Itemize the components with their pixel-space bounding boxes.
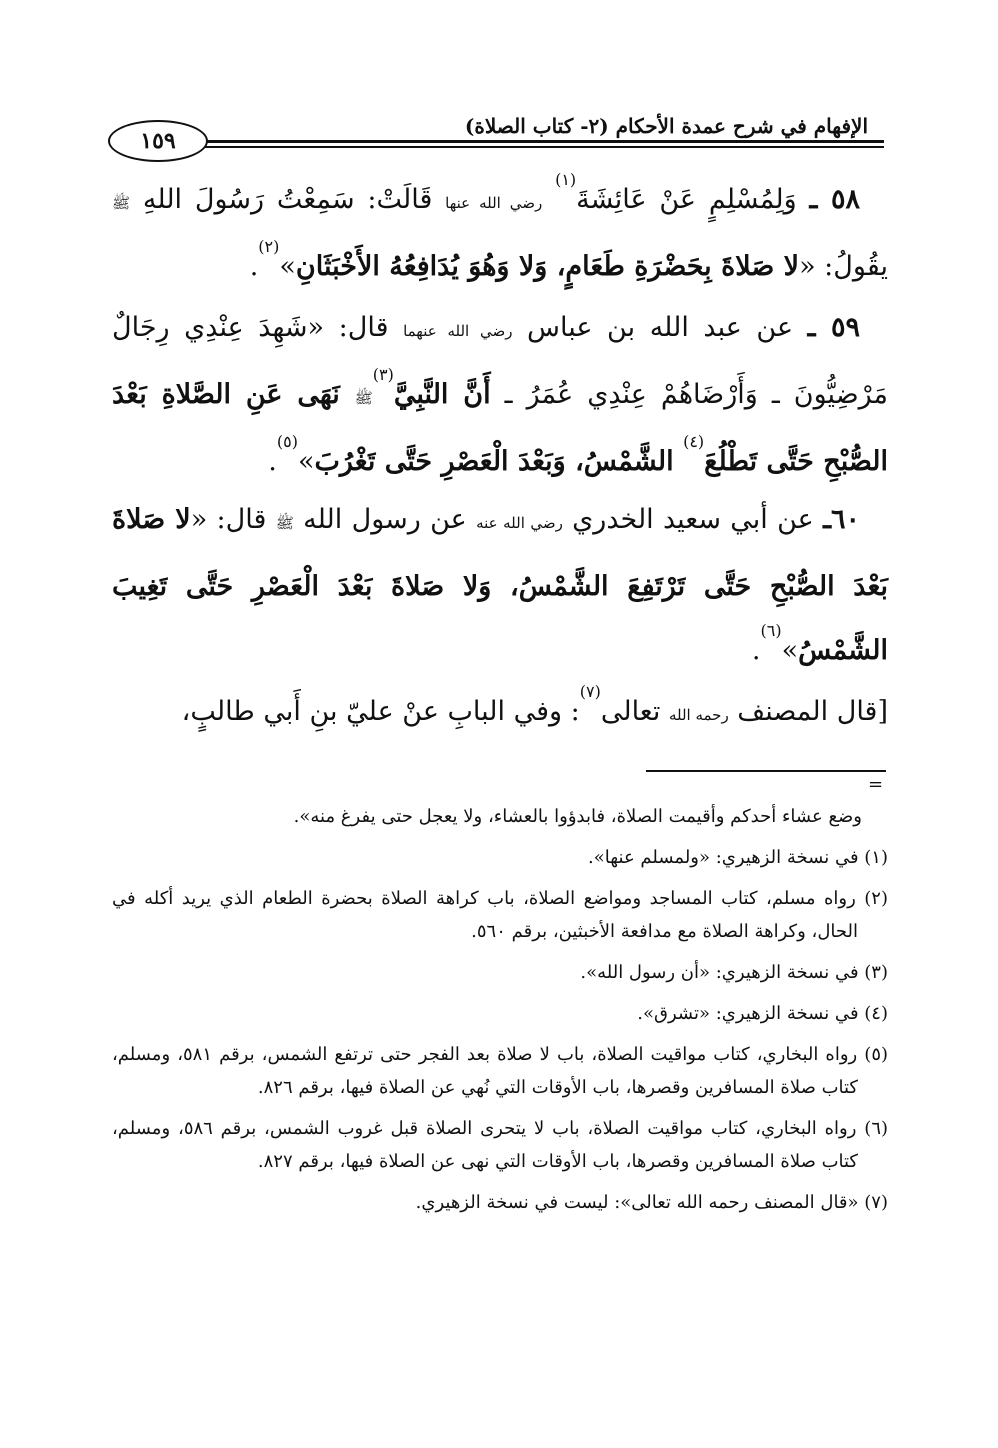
hadith-number: ٥٨ ـ <box>809 184 860 215</box>
text-segment: . <box>249 251 259 282</box>
hadith-58 <box>112 168 888 299</box>
honorific-glyph: ﷺ <box>354 389 373 407</box>
footnote-ref[interactable]: (٧) <box>579 682 601 701</box>
text-segment: قال: « <box>190 504 276 535</box>
text-segment: وَلِمُسْلِمٍ عَنْ عَائِشَةَ <box>576 184 810 215</box>
footnote-ref[interactable]: (٦) <box>760 621 782 640</box>
text-segment: عن رسول الله <box>293 504 477 535</box>
footnotes <box>112 800 888 1227</box>
honorific-glyph: ﷺ <box>275 514 294 532</box>
text-segment: عن أبي سعيد الخدري <box>562 504 824 535</box>
footnote-7: (٧) «قال المصنف رحمه الله تعالى»: ليست في نسخة الزهيري. <box>415 1192 888 1213</box>
footnote-continued: وضع عشاء أحدكم وأقيمت الصلاة، فابدؤوا بالعشاء، ولا يعجل حتى يفرغ منه». <box>293 806 862 827</box>
text-segment: . <box>751 635 761 666</box>
honorific-glyph: رضي الله عنه <box>476 514 563 532</box>
text-segment: عن عبد الله بن عباس <box>512 312 808 343</box>
page-number: ١٥٩ <box>140 128 176 154</box>
footnote-ref[interactable]: (١) <box>555 170 577 189</box>
footnote-1: (١) في نسخة الزهيري: «ولمسلم عنها». <box>588 847 888 868</box>
header-rule-thin <box>194 146 884 148</box>
footnote-3: (٣) في نسخة الزهيري: «أن رسول الله». <box>580 962 888 983</box>
footnote-separator <box>646 770 886 772</box>
text-segment: قَالَتْ: سَمِعْتُ رَسُولَ اللهِ <box>130 184 446 215</box>
footnote-5: (٥) رواه البخاري، كتاب مواقيت الصلاة، باب لا صلاة بعد الفجر حتى ترتفع الشمس، برقم ٥٨١، ومسلم، كتاب صلاة المسافرين وقصرها، باب الأوقات التي نُهي عن الصلاة فيها، برقم ٨٢٦. <box>112 1044 889 1098</box>
continuation-mark: = <box>868 774 884 795</box>
running-title: الإفهام في شرح عمدة الأحكام (٢- كتاب الصلاة) <box>464 114 868 138</box>
hadith-matn: الشَّمْسُ، وَبَعْدَ الْعَصْرِ حَتَّى تَغْرُبَ <box>314 446 684 477</box>
hadith-matn: أَنَّ النَّبِيَّ <box>393 379 491 410</box>
footnote-ref[interactable]: (٥) <box>276 432 298 451</box>
hadith-matn: لا صَلاةَ بَعْدَ الصُّبْحِ حَتَّى تَرْتَفِعَ الشَّمْسُ، وَلا صَلاةَ بَعْدَ الْعَصْرِ حَتَّى تَغِيبَ الشَّمْسُ <box>112 504 888 666</box>
hadith-60 <box>112 488 888 683</box>
footnote-ref[interactable]: (٤) <box>683 432 705 451</box>
footnote-4: (٤) في نسخة الزهيري: «تشرق». <box>637 1003 888 1024</box>
text-segment: » <box>297 446 315 477</box>
honorific-glyph: ﷺ <box>112 194 131 212</box>
hadith-number: ٦٠ـ <box>823 504 860 535</box>
text-segment: . <box>268 446 277 477</box>
hadith-number: ٥٩ ـ <box>807 312 860 343</box>
author-note <box>112 680 888 747</box>
page-number-oval <box>108 120 208 162</box>
text-segment: [قال المصنف <box>728 696 888 727</box>
footnote-2: (٢) رواه مسلم، كتاب المساجد ومواضع الصلاة، باب كراهة الصلاة بحضرة الطعام الذي يريد أكله في الحال، وكراهة الصلاة مع مدافعة الأخبثين، برقم ٥٦٠. <box>112 888 888 942</box>
footnote-ref[interactable]: (٣) <box>372 365 394 384</box>
honorific-glyph: رحمه الله <box>668 706 729 724</box>
hadith-matn: نَهَى عَنِ الصَّلاةِ بَعْدَ الصُّبْحِ حَتَّى تَطْلُعَ <box>112 379 888 477</box>
text-segment: » <box>781 635 799 666</box>
hadith-matn: لا صَلاةَ بِحَضْرَةِ طَعَامٍ، وَلا وَهُوَ يُدَافِعُهُ الأَخْبَثَانِ <box>295 251 800 282</box>
text-segment: تعالى <box>600 696 669 727</box>
text-segment: » <box>279 251 296 282</box>
honorific-glyph: رضي الله عنهما <box>403 322 513 340</box>
honorific-glyph: رضي الله عنها <box>445 194 543 212</box>
text-segment: قال: «شَهِدَ عِنْدِي رِجَالٌ مَرْضِيُّونَ ـ وَأَرْضَاهُمْ عِنْدِي عُمَرُ ـ <box>112 312 888 410</box>
text-segment: : وفي البابِ عنْ عليّ بنِ أَبي طالبٍ، <box>181 696 580 727</box>
footnote-6: (٦) رواه البخاري، كتاب مواقيت الصلاة، باب لا يتحرى الصلاة قبل غروب الشمس، برقم ٥٨٦، ومسلم، كتاب صلاة المسافرين وقصرها، باب الأوقات التي نهى عن الصلاة فيها، برقم ٨٢٧. <box>112 1118 889 1172</box>
footnote-ref[interactable]: (٢) <box>258 237 280 256</box>
header-rule-thick <box>194 140 884 143</box>
text-segment: يقُولُ: « <box>799 251 888 282</box>
page-header <box>108 100 884 160</box>
hadith-59 <box>112 296 888 494</box>
